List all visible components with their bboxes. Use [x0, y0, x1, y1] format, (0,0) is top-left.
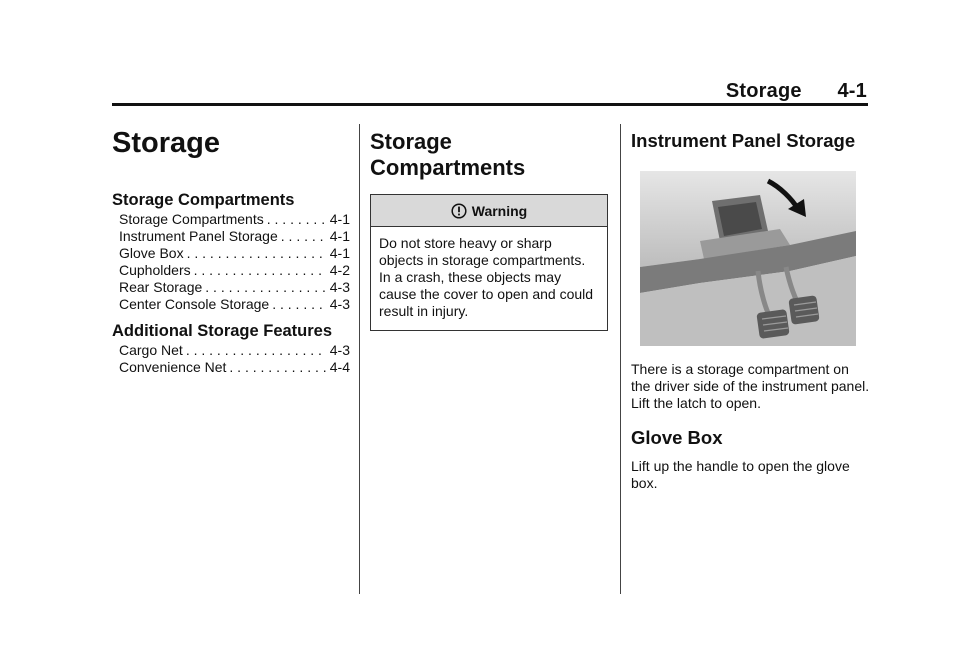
instrument-panel-paragraph: There is a storage compartment on the driver side of the instrument panel. Lift the latch to open.	[631, 361, 870, 411]
toc-section-heading: Storage Compartments	[112, 191, 295, 209]
glove-box-heading: Glove Box	[631, 427, 723, 448]
toc-leader	[194, 262, 327, 279]
toc-list	[112, 342, 350, 376]
toc-item-label: Center Console Storage	[119, 296, 270, 312]
toc-leader	[205, 279, 326, 296]
toc-item[interactable]	[119, 228, 350, 245]
section-title-line1: Storage	[370, 129, 452, 154]
toc-leader	[267, 211, 327, 228]
toc-item-page: 4-1	[329, 211, 350, 227]
toc-item[interactable]	[119, 296, 350, 313]
warning-text: Do not store heavy or sharp objects in storage compartments. In a crash, these objects may cause the cover to open and could result in injury.	[379, 235, 594, 319]
instrument-panel-column	[631, 128, 871, 492]
warning-header	[371, 195, 607, 227]
toc-item[interactable]	[119, 359, 350, 376]
instrument-panel-storage-illustration	[640, 171, 856, 346]
warning-box	[370, 194, 608, 331]
toc-item-page: 4-2	[329, 262, 350, 278]
storage-compartments-column	[370, 128, 610, 331]
toc-leader	[272, 296, 327, 313]
chapter-title: Storage	[112, 127, 220, 159]
toc-item-page: 4-3	[329, 279, 350, 295]
toc-item[interactable]	[119, 245, 350, 262]
toc-leader	[187, 245, 327, 262]
toc-item[interactable]	[119, 262, 350, 279]
toc-item-page: 4-1	[329, 228, 350, 244]
header-title: Storage	[725, 80, 802, 102]
toc-item-label: Cupholders	[119, 262, 191, 278]
toc-item-page: 4-3	[329, 296, 350, 312]
chapter-contents-column	[112, 128, 350, 376]
toc-item[interactable]	[119, 211, 350, 228]
column-divider-1	[359, 124, 360, 594]
instrument-panel-heading: Instrument Panel Storage	[631, 130, 856, 151]
warning-icon	[451, 203, 467, 219]
toc-section-heading: Additional Storage Features	[112, 322, 333, 340]
toc-item-label: Cargo Net	[119, 342, 183, 358]
warning-label: Warning	[471, 202, 528, 219]
toc-item[interactable]	[119, 342, 350, 359]
toc-item-label: Instrument Panel Storage	[119, 228, 278, 244]
section-title	[370, 129, 610, 181]
page-header	[726, 80, 867, 103]
toc-leader	[229, 359, 326, 376]
toc-item-page: 4-1	[329, 245, 350, 261]
header-rule	[112, 103, 868, 106]
toc-leader	[281, 228, 327, 245]
toc-list	[112, 211, 350, 313]
toc-item-label: Storage Compartments	[119, 211, 264, 227]
toc-leader	[186, 342, 327, 359]
toc-item-label: Convenience Net	[119, 359, 227, 375]
toc-item-page: 4-3	[329, 342, 350, 358]
toc-item-label: Rear Storage	[119, 279, 203, 295]
column-divider-2	[620, 124, 621, 594]
toc-item[interactable]	[119, 279, 350, 296]
toc-item-label: Glove Box	[119, 245, 184, 261]
header-page-number: 4-1	[837, 80, 867, 102]
glove-box-paragraph: Lift up the handle to open the glove box.	[631, 458, 850, 491]
toc-item-page: 4-4	[329, 359, 350, 375]
section-title-line2: Compartments	[370, 155, 526, 180]
